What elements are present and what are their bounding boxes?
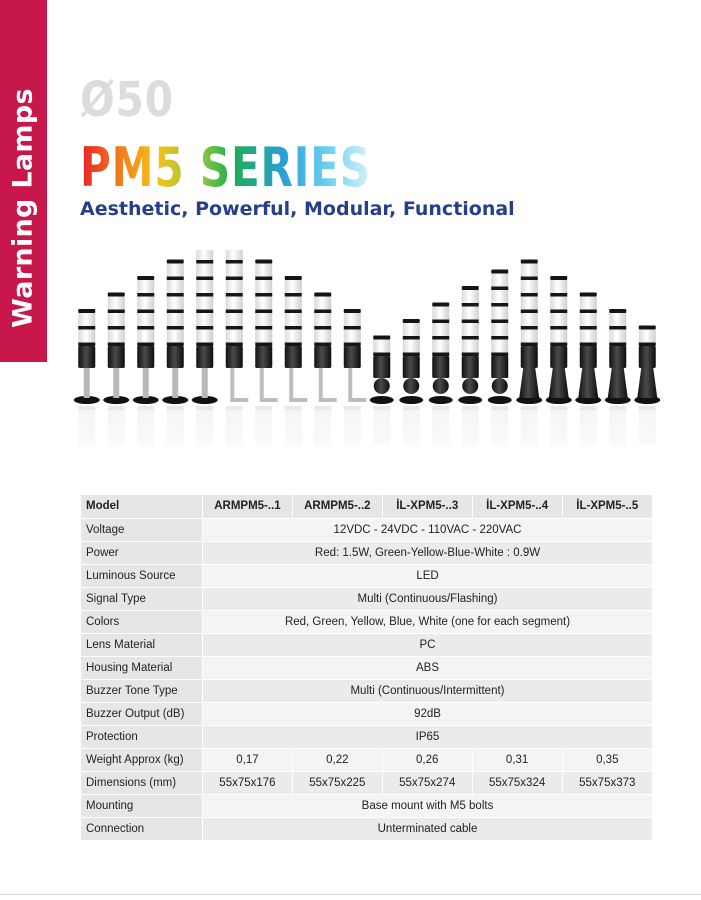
lamp-body: [78, 346, 95, 368]
row-label: Mounting: [81, 794, 203, 817]
row-label: Colors: [81, 610, 203, 633]
lamp-body: [196, 346, 213, 368]
lamp-segment: [403, 340, 420, 353]
lamp-segment-ring: [255, 343, 272, 347]
row-value: IP65: [203, 725, 653, 748]
lamp-segment-ring: [137, 343, 154, 347]
lamp-segment: [226, 250, 243, 260]
lamp-body: [609, 346, 626, 368]
lamp-segment-ring: [255, 310, 272, 314]
lamp-segment: [226, 297, 243, 310]
lamp-segment: [403, 323, 420, 336]
lamp-segment-ring: [285, 343, 302, 347]
header-model-2: ARMPM5-..2: [292, 495, 382, 518]
lamp-segment-ring: [462, 336, 479, 340]
lamp-segment-ring: [196, 260, 213, 264]
lamp-segment: [285, 280, 302, 293]
lamp-cap: [491, 270, 508, 274]
table-row: [81, 679, 653, 702]
lamp-bracket: [321, 368, 337, 400]
row-value: Red: 1.5W, Green-Yellow-Blue-White : 0.9W: [203, 541, 653, 564]
lamp-base: [458, 396, 482, 404]
cell-value: 0,35: [562, 748, 652, 771]
lamp-segment-ring: [196, 326, 213, 330]
lamp-segment: [255, 313, 272, 326]
lamp-segment-ring: [491, 287, 508, 291]
lamp-bracket: [350, 368, 366, 400]
lamp-segment: [255, 297, 272, 310]
row-value: Multi (Continuous/Intermittent): [203, 679, 653, 702]
cell-value: 55x75x373: [562, 771, 652, 794]
lamp-segment-ring: [373, 353, 390, 357]
row-label: Weight Approx (kg): [81, 748, 203, 771]
lamp-pipe: [84, 368, 90, 398]
lamp-segment-ring: [462, 303, 479, 307]
lamp-segment-ring: [285, 310, 302, 314]
lamp-segment: [373, 340, 390, 353]
lamp-pipe: [172, 368, 178, 398]
table-row: [81, 771, 653, 794]
tagline: Aesthetic, Powerful, Modular, Functional: [80, 198, 515, 220]
lamp-segment: [521, 297, 538, 310]
spec-table: [80, 495, 652, 841]
lamp-segment-ring: [137, 326, 154, 330]
lamp-segment: [196, 297, 213, 310]
lamp-segment-ring: [550, 326, 567, 330]
header-model-5: İL-XPM5-..5: [562, 495, 652, 518]
cell-value: 55x75x225: [292, 771, 382, 794]
lamp-segment: [108, 330, 125, 343]
lamp-base: [370, 396, 394, 404]
lamp-body: [108, 346, 125, 368]
lamp-segment-ring: [196, 343, 213, 347]
lamp-segment: [167, 330, 184, 343]
lamp-segment-ring: [255, 326, 272, 330]
lamp-segment: [491, 307, 508, 320]
lamp-segment: [226, 280, 243, 293]
row-value: Unterminated cable: [203, 817, 653, 840]
lamp-segment-ring: [491, 303, 508, 307]
lamp-segment: [314, 297, 331, 310]
row-label: Voltage: [81, 518, 203, 541]
table-row: [81, 587, 653, 610]
row-value: LED: [203, 564, 653, 587]
table-row: [81, 541, 653, 564]
row-label: Signal Type: [81, 587, 203, 610]
lamp-cap: [78, 309, 95, 313]
lamp-segment: [108, 313, 125, 326]
lamp-segment: [432, 307, 449, 320]
lamp-segment-ring: [226, 260, 243, 264]
lamp-segment-ring: [462, 320, 479, 324]
lamp-cap: [137, 276, 154, 280]
lamp-segment-ring: [491, 353, 508, 357]
table-row: [81, 748, 653, 771]
lamp-segment: [285, 330, 302, 343]
lamp-body: [550, 346, 567, 368]
row-label: Dimensions (mm): [81, 771, 203, 794]
cell-value: 0,22: [292, 748, 382, 771]
row-label: Lens Material: [81, 633, 203, 656]
row-value: 92dB: [203, 702, 653, 725]
lamp-segment-ring: [403, 353, 420, 357]
lamp-pipe: [202, 368, 208, 398]
lamp-cap: [314, 293, 331, 297]
lamp-segment: [521, 330, 538, 343]
lamp-segment: [196, 250, 213, 260]
side-tab-label: Warning Lamps: [7, 88, 39, 328]
lamp-body: [432, 356, 449, 378]
lamp-segment: [108, 297, 125, 310]
row-value: ABS: [203, 656, 653, 679]
table-row: [81, 702, 653, 725]
lamp-segment-ring: [609, 326, 626, 330]
lamp-segment: [167, 313, 184, 326]
lamp-segment: [491, 274, 508, 287]
lamp-segment-ring: [285, 293, 302, 297]
lamp-cap: [639, 326, 656, 330]
lamp-segment: [167, 264, 184, 277]
cell-value: 55x75x324: [472, 771, 562, 794]
lamp-segment-ring: [255, 293, 272, 297]
lamp-pipe: [143, 368, 149, 398]
lamp-segment: [137, 313, 154, 326]
lamp-cap: [521, 260, 538, 264]
lamp-segment: [137, 297, 154, 310]
lamp-segment: [196, 330, 213, 343]
table-row: [81, 817, 653, 840]
lamp-ball-joint: [433, 378, 449, 394]
row-value: Multi (Continuous/Flashing): [203, 587, 653, 610]
lamp-segment-ring: [491, 320, 508, 324]
lamp-segment: [491, 340, 508, 353]
lamp-segment-ring: [167, 326, 184, 330]
lamp-segment-ring: [167, 293, 184, 297]
row-value: 12VDC - 24VDC - 110VAC - 220VAC: [203, 518, 653, 541]
lamp-bracket: [232, 368, 248, 400]
lamp-segment-ring: [462, 353, 479, 357]
lamp-segment-ring: [609, 343, 626, 347]
lamp-segment: [521, 264, 538, 277]
lamp-cap: [403, 319, 420, 323]
lamp-segment: [196, 313, 213, 326]
lamp-body: [580, 346, 597, 368]
lamp-segment: [196, 264, 213, 277]
table-row: [81, 518, 653, 541]
lamp-base: [399, 396, 423, 404]
lamp-segment-ring: [226, 293, 243, 297]
lamp-ball-joint: [492, 378, 508, 394]
lamp-bracket: [291, 368, 307, 400]
lamp-body: [226, 346, 243, 368]
lamp-segment: [491, 323, 508, 336]
lamp-segment: [521, 313, 538, 326]
lamp-segment-ring: [226, 343, 243, 347]
row-value: Red, Green, Yellow, Blue, White (one for each segment): [203, 610, 653, 633]
lamp-body: [462, 356, 479, 378]
lamp-segment-ring: [521, 293, 538, 297]
lamp-body: [285, 346, 302, 368]
lamp-segment: [491, 290, 508, 303]
lamp-segment-ring: [78, 343, 95, 347]
lamp-segment: [580, 330, 597, 343]
table-header-row: [81, 495, 653, 518]
lamp-segment: [432, 340, 449, 353]
lamp-body: [491, 356, 508, 378]
row-label: Protection: [81, 725, 203, 748]
lamp-segment-ring: [550, 293, 567, 297]
lamp-segment: [580, 313, 597, 326]
lamp-base: [429, 396, 453, 404]
table-row: [81, 725, 653, 748]
table-row: [81, 633, 653, 656]
lamp-segment-ring: [314, 310, 331, 314]
lamp-segment: [550, 313, 567, 326]
lamp-segment-ring: [521, 343, 538, 347]
lamp-segment-ring: [314, 326, 331, 330]
lamp-segment-ring: [196, 293, 213, 297]
side-tab: [0, 0, 47, 362]
lamp-segment: [255, 280, 272, 293]
product-lineup-image: [72, 250, 662, 480]
lamp-body: [344, 346, 361, 368]
row-label: Housing Material: [81, 656, 203, 679]
lamp-segment: [255, 330, 272, 343]
lamp-base: [488, 396, 512, 404]
lamp-segment: [609, 330, 626, 343]
lamp-segment-ring: [403, 336, 420, 340]
lamp-body: [373, 356, 390, 378]
lamp-segment-ring: [226, 277, 243, 281]
lamp-segment: [550, 297, 567, 310]
lamp-segment-ring: [550, 310, 567, 314]
header-model: Model: [81, 495, 203, 518]
lamp-body: [403, 356, 420, 378]
lamp-foot: [549, 368, 569, 398]
lamp-segment-ring: [108, 310, 125, 314]
lamp-cap: [255, 260, 272, 264]
lamp-foot: [578, 368, 598, 398]
lamp-body: [255, 346, 272, 368]
lamp-segment-ring: [580, 326, 597, 330]
lamp-foot: [637, 368, 657, 398]
lamp-segment-ring: [432, 353, 449, 357]
cell-value: 0,17: [203, 748, 293, 771]
lamp-segment: [226, 330, 243, 343]
lamp-segment: [78, 330, 95, 343]
lamp-segment-ring: [521, 277, 538, 281]
lamp-segment: [167, 297, 184, 310]
lamp-cap: [580, 293, 597, 297]
cell-value: 0,26: [382, 748, 472, 771]
lamp-segment-ring: [167, 310, 184, 314]
lamp-ball-joint: [374, 378, 390, 394]
lamp-segment-ring: [432, 336, 449, 340]
header-model-4: İL-XPM5-..4: [472, 495, 562, 518]
lamp-segment: [550, 280, 567, 293]
lamp-segment: [462, 307, 479, 320]
lamp-segment-ring: [521, 310, 538, 314]
lamp-segment: [344, 313, 361, 326]
lamp-segment: [462, 290, 479, 303]
lamp-segment: [344, 330, 361, 343]
lamp-cap: [550, 276, 567, 280]
lamp-segment: [314, 313, 331, 326]
lamp-segment-ring: [432, 320, 449, 324]
lamp-segment: [521, 280, 538, 293]
lamp-foot: [519, 368, 539, 398]
lamp-segment: [314, 330, 331, 343]
lamp-segment-ring: [580, 343, 597, 347]
lamp-segment: [196, 280, 213, 293]
lamp-ball-joint: [462, 378, 478, 394]
lamp-body: [314, 346, 331, 368]
lamp-segment-ring: [137, 310, 154, 314]
lamp-segment: [609, 313, 626, 326]
lamp-segment-ring: [108, 343, 125, 347]
lamp-segment-ring: [344, 326, 361, 330]
lamp-cap: [609, 309, 626, 313]
row-label: Connection: [81, 817, 203, 840]
lamp-pipe: [113, 368, 119, 398]
lamp-segment-ring: [580, 310, 597, 314]
lamp-segment: [226, 264, 243, 277]
lamp-cap: [462, 286, 479, 290]
lamp-cap: [167, 260, 184, 264]
lamp-segment-ring: [196, 310, 213, 314]
lamp-segment-ring: [285, 326, 302, 330]
lamp-segment-ring: [226, 310, 243, 314]
row-label: Buzzer Output (dB): [81, 702, 203, 725]
lamp-body: [137, 346, 154, 368]
lamp-segment-ring: [167, 343, 184, 347]
lamp-segment-ring: [108, 326, 125, 330]
lamp-segment-ring: [196, 277, 213, 281]
lamp-segment-ring: [344, 343, 361, 347]
lamp-segment: [137, 330, 154, 343]
lamp-cap: [373, 336, 390, 340]
lamp-segment: [167, 280, 184, 293]
row-value: PC: [203, 633, 653, 656]
lamp-segment-ring: [639, 343, 656, 347]
table-row: [81, 794, 653, 817]
header-model-3: İL-XPM5-..3: [382, 495, 472, 518]
lamp-segment-ring: [78, 326, 95, 330]
lamp-cap: [344, 309, 361, 313]
lamp-segment: [462, 323, 479, 336]
diameter-heading: Ø50: [80, 72, 175, 128]
lamp-segment: [550, 330, 567, 343]
row-label: Power: [81, 541, 203, 564]
lamp-segment: [639, 330, 656, 343]
cell-value: 55x75x274: [382, 771, 472, 794]
lamp-segment: [285, 297, 302, 310]
table-row: [81, 656, 653, 679]
lamp-cap: [108, 293, 125, 297]
lamp-ball-joint: [403, 378, 419, 394]
lamp-segment-ring: [167, 277, 184, 281]
lamp-body: [639, 346, 656, 368]
lamp-segment: [462, 340, 479, 353]
row-label: Luminous Source: [81, 564, 203, 587]
cell-value: 0,31: [472, 748, 562, 771]
lamp-segment-ring: [550, 343, 567, 347]
lamp-segment: [432, 323, 449, 336]
lamp-cap: [432, 303, 449, 307]
row-label: Buzzer Tone Type: [81, 679, 203, 702]
lamp-segment: [78, 313, 95, 326]
lamp-segment: [580, 297, 597, 310]
cell-value: 55x75x176: [203, 771, 293, 794]
lamp-segment-ring: [137, 293, 154, 297]
lamp-segment: [137, 280, 154, 293]
lamp-segment-ring: [521, 326, 538, 330]
lamp-bracket: [262, 368, 278, 400]
lamp-foot: [608, 368, 628, 398]
lamp-segment-ring: [255, 277, 272, 281]
lamp-segment: [285, 313, 302, 326]
header-model-1: ARMPM5-..1: [203, 495, 293, 518]
lamp-body: [167, 346, 184, 368]
bottom-rule: [0, 894, 701, 895]
lamp-segment-ring: [491, 336, 508, 340]
row-value: Base mount with M5 bolts: [203, 794, 653, 817]
lamp-body: [521, 346, 538, 368]
table-row: [81, 564, 653, 587]
lamp-cap: [285, 276, 302, 280]
lamp-segment-ring: [226, 326, 243, 330]
series-title: PM5 SERIES: [80, 136, 371, 199]
lamp-segment-ring: [314, 343, 331, 347]
table-row: [81, 610, 653, 633]
lamp-segment: [226, 313, 243, 326]
lamp-segment: [255, 264, 272, 277]
